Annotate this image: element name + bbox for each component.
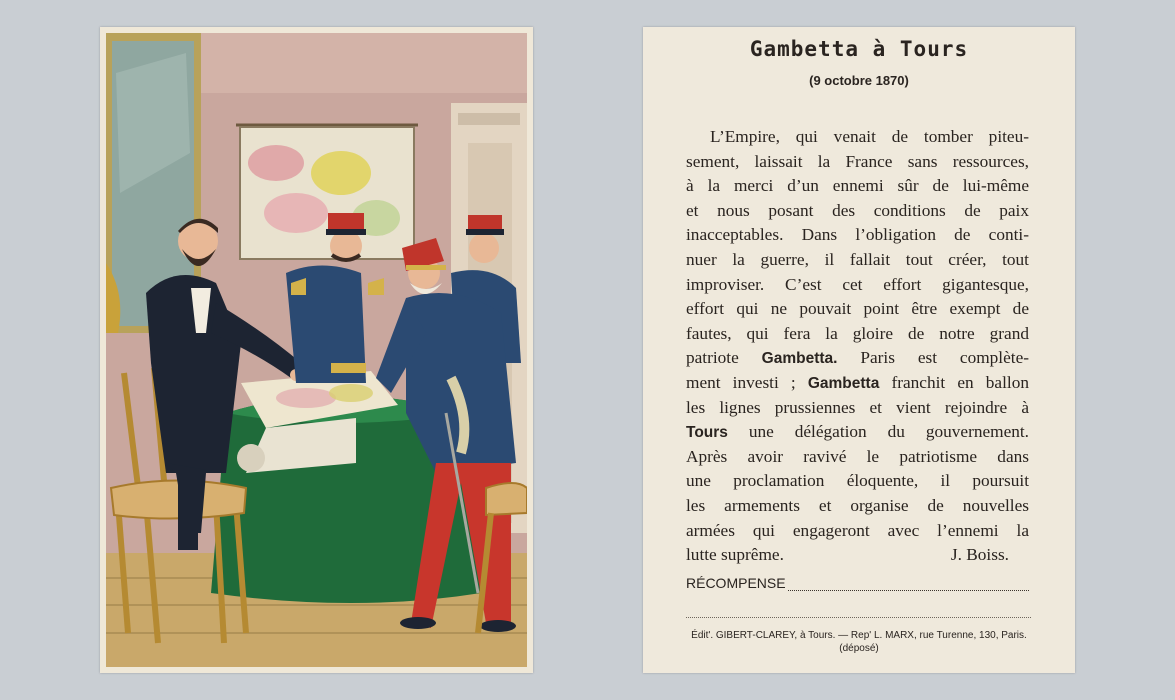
body-line: une proclamation éloquente, il poursuit — [686, 471, 1029, 491]
body-line: inacceptables. Dans l’obligation de conti- — [686, 225, 1029, 245]
body-line: à la merci d’un ennemi sûr de lui-même — [686, 176, 1029, 196]
body-line: et nous posant des conditions de paix — [686, 200, 1029, 220]
body-line: fautes, qui fera la gloire de notre grand — [686, 323, 1029, 343]
body-line — [686, 371, 1029, 396]
body-line: les armements et organise de nouvelles — [686, 495, 1029, 515]
body-line: L’Empire, qui venait de tomber piteu- — [710, 127, 1029, 146]
recompense-label: RÉCOMPENSE — [686, 575, 786, 591]
recompense-field — [686, 575, 1029, 591]
body-line: nuer la guerre, il fallait tout créer, tout — [686, 249, 1029, 269]
signature: J. Boiss. — [950, 545, 1009, 565]
body-line: effort qui ne pouvait point être exempt de — [686, 299, 1029, 319]
closing-line — [686, 543, 1029, 568]
recompense-dotted-line — [788, 578, 1029, 591]
publisher-footer — [643, 629, 1075, 655]
name-tours: Tours — [686, 424, 728, 442]
text-span: franchit en ballon — [891, 372, 1029, 392]
illustration — [106, 33, 527, 667]
card-front — [100, 27, 533, 673]
card-body — [686, 125, 1029, 568]
text-span: ment investi ; — [686, 372, 796, 392]
text-span: patriote — [686, 348, 739, 368]
text-span: Paris est complète- — [860, 348, 1029, 368]
name-gambetta: Gambetta — [807, 374, 880, 392]
card-date: (9 octobre 1870) — [809, 73, 909, 88]
body-line: sement, laissait la France sans ressources, — [686, 151, 1029, 171]
footer-rule — [686, 617, 1031, 618]
card-title: Gambetta à Tours — [749, 37, 969, 61]
body-line: Après avoir ravivé le patriotisme dans — [686, 446, 1029, 466]
card-back — [643, 27, 1075, 673]
body-line: armées qui engageront avec l’ennemi la — [686, 520, 1029, 540]
name-gambetta: Gambetta. — [761, 350, 838, 368]
footer-line-2: (déposé) — [839, 643, 879, 654]
body-line — [686, 420, 1029, 445]
body-line — [686, 346, 1029, 371]
footer-line-1: Édit'. GIBERT-CLAREY, à Tours. — Rep' L. MARX, rue Turenne, 130, Paris. — [691, 630, 1027, 641]
body-line: les lignes prussiennes et vient rejoindre à — [686, 397, 1029, 417]
last-line: lutte suprême. — [686, 545, 784, 565]
text-span: une délégation du gouvernement. — [748, 422, 1030, 442]
body-line: improviser. C’est cet effort gigantesque, — [686, 274, 1029, 294]
